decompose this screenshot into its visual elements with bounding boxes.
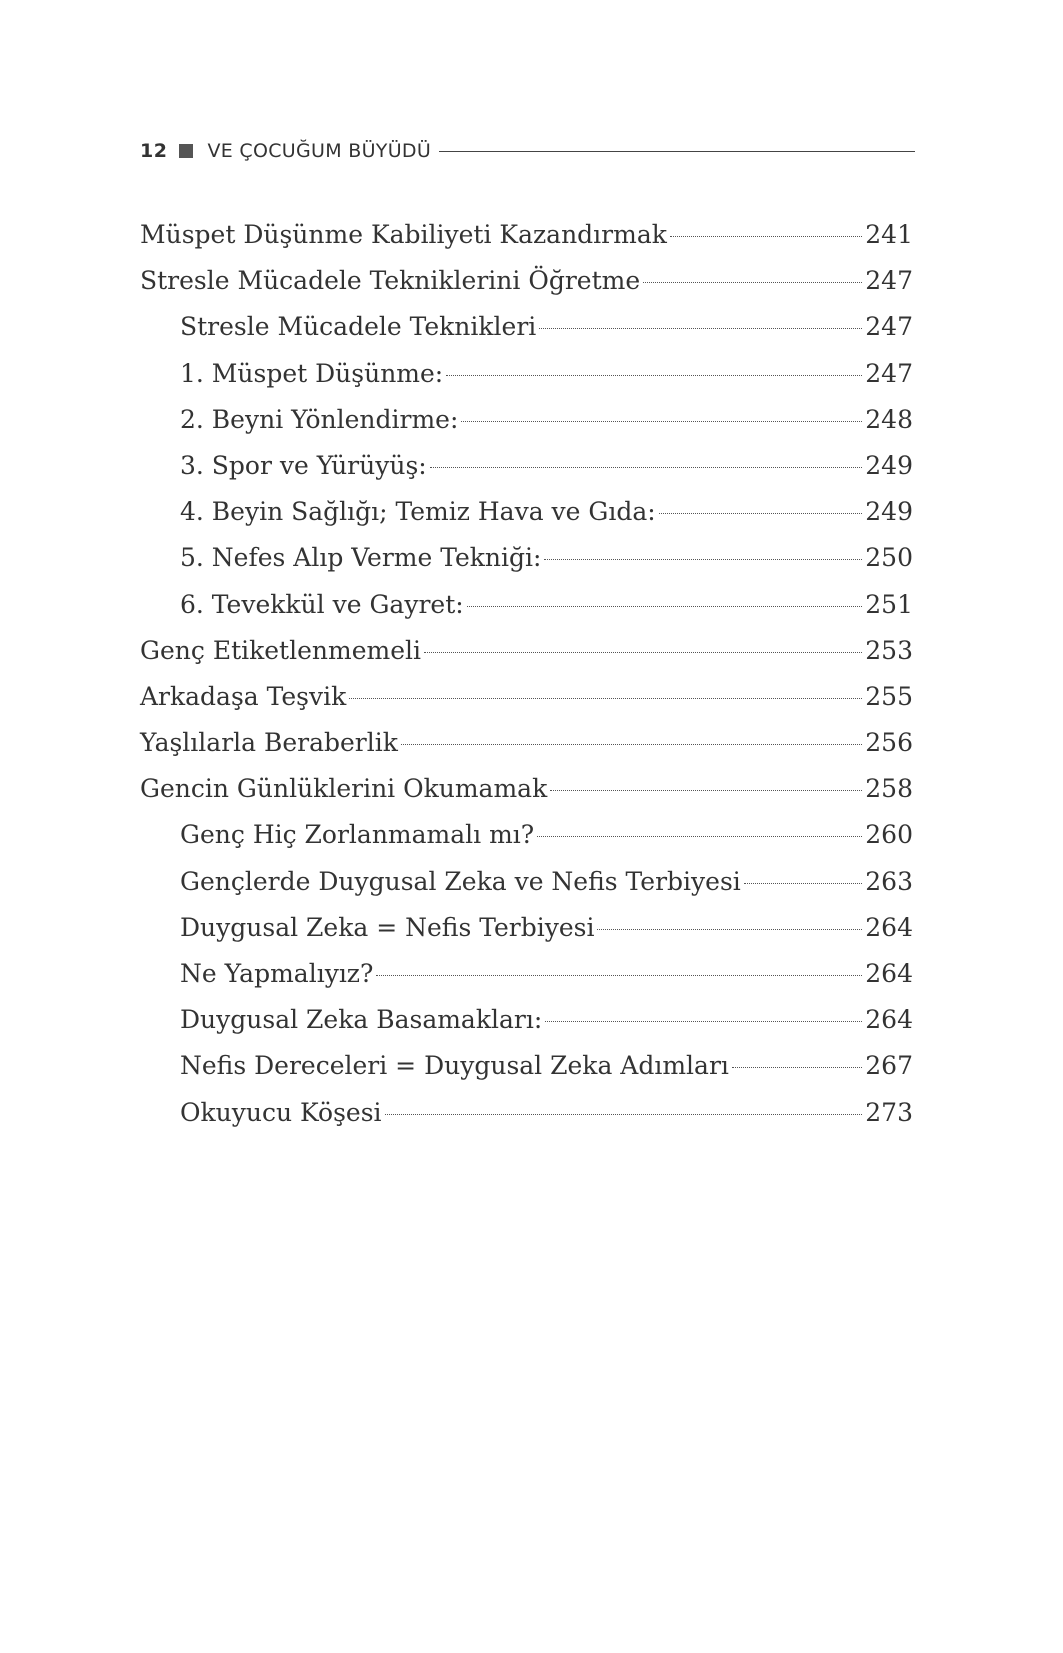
toc-entry-page: 258 [865, 774, 913, 804]
toc-entry-page: 253 [865, 635, 913, 665]
toc-entry[interactable] [140, 766, 913, 812]
toc-entry-page: 255 [865, 681, 913, 711]
toc-entry-title: Yaşlılarla Beraberlik [140, 728, 398, 758]
toc-entry-title: 4. Beyin Sağlığı; Temiz Hava ve Gıda: [180, 497, 656, 527]
toc-dot-leader [349, 698, 862, 699]
toc-entry-page: 263 [865, 866, 913, 896]
toc-entry-title: Genç Hiç Zorlanmamalı mı? [180, 820, 535, 850]
toc-entry-title: Gencin Günlüklerini Okumamak [140, 774, 548, 804]
toc-entry-title: 6. Tevekkül ve Gayret: [180, 589, 464, 619]
toc-entry[interactable] [140, 212, 913, 258]
toc-dot-leader [670, 236, 862, 237]
toc-dot-leader [430, 467, 863, 468]
toc-entry[interactable] [140, 535, 913, 581]
toc-dot-leader [550, 790, 862, 791]
toc-entry[interactable] [140, 812, 913, 858]
toc-entry[interactable] [140, 582, 913, 628]
toc-dot-leader [539, 328, 862, 329]
toc-entry-title: Stresle Mücadele Tekniklerini Öğretme [140, 266, 641, 296]
toc-entry-title: 3. Spor ve Yürüyüş: [180, 450, 427, 480]
toc-entry-title: Müspet Düşünme Kabiliyeti Kazandırmak [140, 220, 667, 249]
toc-entry[interactable] [140, 674, 913, 720]
toc-entry[interactable] [140, 1090, 913, 1136]
toc-entry[interactable] [140, 1043, 913, 1089]
toc-entry-page: 273 [865, 1097, 913, 1127]
toc-entry-title: Arkadaşa Teşvik [140, 681, 347, 711]
toc-dot-leader [461, 421, 862, 422]
toc-dot-leader [446, 375, 862, 376]
header-rule [439, 151, 915, 152]
toc-entry-page: 247 [865, 358, 913, 388]
toc-entry-page: 241 [865, 220, 913, 249]
toc-entry[interactable] [140, 258, 913, 304]
toc-entry-page: 249 [865, 497, 913, 527]
toc-entry-page: 264 [865, 912, 913, 942]
toc-entry-title: 5. Nefes Alıp Verme Tekniği: [180, 543, 542, 573]
toc-entry-title: Ne Yapmalıyız? [180, 959, 374, 988]
toc-dot-leader [544, 559, 862, 560]
page-number: 12 [140, 140, 168, 162]
toc-entry-title: Genç Etiketlenmemeli [140, 635, 421, 665]
toc-entry-page: 260 [865, 820, 913, 850]
toc-dot-leader [744, 883, 863, 884]
toc-dot-leader [376, 975, 862, 976]
toc-entry[interactable] [140, 997, 913, 1043]
toc-entry-page: 247 [865, 312, 913, 342]
toc-entry-page: 251 [865, 589, 913, 619]
toc-dot-leader [537, 836, 862, 837]
toc-entry[interactable] [140, 720, 913, 766]
toc-entry-title: 1. Müspet Düşünme: [180, 358, 444, 388]
toc-entry-page: 267 [865, 1051, 913, 1081]
toc-entry-title: Duygusal Zeka = Nefis Terbiyesi [180, 912, 595, 942]
toc-dot-leader [424, 652, 862, 653]
toc-entry[interactable] [140, 304, 913, 350]
toc-entry[interactable] [140, 905, 913, 951]
toc-entry[interactable] [140, 489, 913, 535]
toc-entry-title: Okuyucu Köşesi [180, 1097, 382, 1127]
toc-entry-title: Nefis Dereceleri = Duygusal Zeka Adımları [180, 1051, 729, 1081]
toc-entry[interactable] [140, 859, 913, 905]
toc-entry-page: 256 [865, 728, 913, 758]
toc-entry[interactable] [140, 397, 913, 443]
toc-dot-leader [732, 1067, 862, 1068]
toc-entry-page: 264 [865, 1005, 913, 1035]
toc-dot-leader [643, 282, 862, 283]
toc-dot-leader [401, 744, 862, 745]
toc-entry-page: 264 [865, 959, 913, 988]
toc-entry-title: Duygusal Zeka Basamakları: [180, 1005, 543, 1035]
toc-entry[interactable] [140, 628, 913, 674]
toc-entry[interactable] [140, 951, 913, 997]
toc-entry-title: Stresle Mücadele Teknikleri [180, 312, 537, 342]
toc-dot-leader [659, 513, 863, 514]
running-header [140, 138, 915, 164]
toc-dot-leader [545, 1021, 862, 1022]
table-of-contents [140, 212, 913, 1136]
toc-entry[interactable] [140, 351, 913, 397]
toc-entry-title: Gençlerde Duygusal Zeka ve Nefis Terbiyesi [180, 866, 741, 896]
toc-entry-page: 250 [865, 543, 913, 573]
toc-dot-leader [385, 1114, 863, 1115]
toc-entry[interactable] [140, 443, 913, 489]
header-square-icon [179, 144, 193, 158]
toc-entry-page: 248 [865, 404, 913, 434]
toc-entry-page: 247 [865, 266, 913, 296]
book-title: VE ÇOCUĞUM BÜYÜDÜ [207, 140, 432, 162]
toc-entry-title: 2. Beyni Yönlendirme: [180, 404, 459, 434]
toc-dot-leader [467, 606, 863, 607]
toc-dot-leader [597, 929, 862, 930]
toc-entry-page: 249 [865, 450, 913, 480]
